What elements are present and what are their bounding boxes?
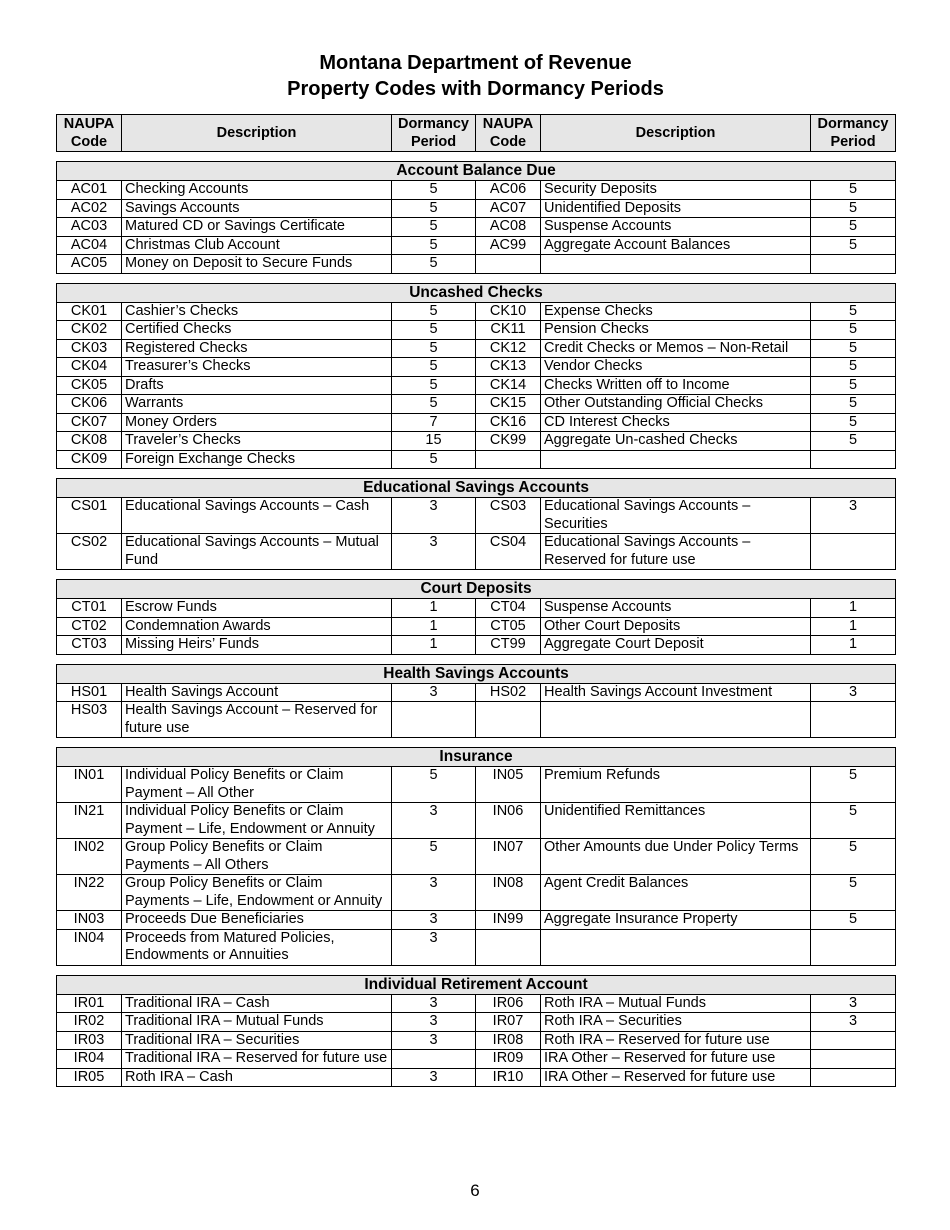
code-cell: CS03 xyxy=(476,498,541,534)
description-cell xyxy=(541,255,811,274)
code-cell: IN21 xyxy=(57,803,122,839)
section-title: Insurance xyxy=(57,748,896,767)
description-cell: Educational Savings Accounts – Reserved for future use xyxy=(541,534,811,570)
property-code-sections xyxy=(56,161,895,1087)
code-cell: IN07 xyxy=(476,839,541,875)
period-cell: 5 xyxy=(811,376,896,395)
description-cell: CD Interest Checks xyxy=(541,413,811,432)
section-title-row xyxy=(57,283,896,302)
section-table xyxy=(56,283,896,470)
period-cell: 5 xyxy=(811,395,896,414)
code-cell: AC08 xyxy=(476,218,541,237)
description-cell: Money on Deposit to Secure Funds xyxy=(122,255,392,274)
code-cell: IR04 xyxy=(57,1050,122,1069)
code-cell: AC07 xyxy=(476,199,541,218)
description-cell: Cashier’s Checks xyxy=(122,302,392,321)
table-row xyxy=(57,302,896,321)
period-cell: 5 xyxy=(811,236,896,255)
code-cell: IR09 xyxy=(476,1050,541,1069)
period-cell: 3 xyxy=(392,911,476,930)
period-cell xyxy=(392,1050,476,1069)
description-cell: Pension Checks xyxy=(541,321,811,340)
table-row xyxy=(57,994,896,1013)
code-cell: CK14 xyxy=(476,376,541,395)
period-cell xyxy=(392,702,476,738)
description-cell: Matured CD or Savings Certificate xyxy=(122,218,392,237)
code-cell: IR10 xyxy=(476,1068,541,1087)
description-cell: Educational Savings Accounts – Cash xyxy=(122,498,392,534)
section-table xyxy=(56,478,896,570)
description-cell: Expense Checks xyxy=(541,302,811,321)
code-cell xyxy=(476,929,541,965)
header-description-left: Description xyxy=(122,115,392,152)
description-cell: Suspense Accounts xyxy=(541,599,811,618)
code-cell: IR05 xyxy=(57,1068,122,1087)
document-title-line2: Property Codes with Dormancy Periods xyxy=(287,78,664,100)
description-cell: Other Amounts due Under Policy Terms xyxy=(541,839,811,875)
code-cell: CK12 xyxy=(476,339,541,358)
section-title: Individual Retirement Account xyxy=(57,975,896,994)
period-cell: 5 xyxy=(392,339,476,358)
period-cell: 3 xyxy=(811,1013,896,1032)
period-cell: 3 xyxy=(392,875,476,911)
code-cell xyxy=(476,450,541,469)
table-row xyxy=(57,236,896,255)
table-row xyxy=(57,450,896,469)
period-cell: 5 xyxy=(392,302,476,321)
code-cell: IR03 xyxy=(57,1031,122,1050)
description-cell: Unidentified Remittances xyxy=(541,803,811,839)
period-cell xyxy=(811,1068,896,1087)
table-row xyxy=(57,199,896,218)
code-cell: HS01 xyxy=(57,683,122,702)
description-cell: Checks Written off to Income xyxy=(541,376,811,395)
period-cell: 3 xyxy=(392,498,476,534)
code-cell: CT99 xyxy=(476,636,541,655)
table-row xyxy=(57,875,896,911)
code-cell: IR06 xyxy=(476,994,541,1013)
period-cell: 5 xyxy=(811,413,896,432)
description-cell: Certified Checks xyxy=(122,321,392,340)
column-header-row xyxy=(57,115,896,152)
period-cell: 5 xyxy=(811,875,896,911)
description-cell: Escrow Funds xyxy=(122,599,392,618)
code-cell: CT05 xyxy=(476,617,541,636)
period-cell: 5 xyxy=(392,450,476,469)
period-cell: 5 xyxy=(811,218,896,237)
period-cell: 3 xyxy=(392,929,476,965)
code-cell: AC02 xyxy=(57,199,122,218)
description-cell: Aggregate Account Balances xyxy=(541,236,811,255)
period-cell xyxy=(811,1050,896,1069)
section-uncashed-checks xyxy=(56,283,895,470)
code-cell: CS01 xyxy=(57,498,122,534)
period-cell: 5 xyxy=(811,911,896,930)
table-row xyxy=(57,1031,896,1050)
section-title-row xyxy=(57,975,896,994)
description-cell: Agent Credit Balances xyxy=(541,875,811,911)
period-cell: 5 xyxy=(392,218,476,237)
description-cell: Group Policy Benefits or Claim Payments – All Others xyxy=(122,839,392,875)
table-row xyxy=(57,1068,896,1087)
description-cell: Roth IRA – Reserved for future use xyxy=(541,1031,811,1050)
table-row xyxy=(57,498,896,534)
period-cell: 3 xyxy=(392,803,476,839)
code-cell: CT01 xyxy=(57,599,122,618)
section-insurance xyxy=(56,747,895,966)
section-table xyxy=(56,664,896,739)
description-cell: Health Savings Account xyxy=(122,683,392,702)
description-cell: IRA Other – Reserved for future use xyxy=(541,1068,811,1087)
document-page xyxy=(56,50,895,1087)
section-court-deposits xyxy=(56,579,895,655)
period-cell: 3 xyxy=(392,683,476,702)
section-table xyxy=(56,161,896,274)
code-cell: CK05 xyxy=(57,376,122,395)
description-cell: Savings Accounts xyxy=(122,199,392,218)
period-cell: 15 xyxy=(392,432,476,451)
column-header-table xyxy=(56,114,896,152)
description-cell: Traveler’s Checks xyxy=(122,432,392,451)
section-table xyxy=(56,975,896,1088)
description-cell: Traditional IRA – Mutual Funds xyxy=(122,1013,392,1032)
period-cell: 3 xyxy=(392,994,476,1013)
description-cell: Drafts xyxy=(122,376,392,395)
section-title-row xyxy=(57,748,896,767)
table-row xyxy=(57,599,896,618)
period-cell: 1 xyxy=(811,617,896,636)
description-cell: Health Savings Account – Reserved for future use xyxy=(122,702,392,738)
description-cell: Traditional IRA – Reserved for future use xyxy=(122,1050,392,1069)
description-cell: Treasurer’s Checks xyxy=(122,358,392,377)
section-account-balance-due xyxy=(56,161,895,274)
header-code-right: NAUPA Code xyxy=(476,115,541,152)
description-cell: Educational Savings Accounts – Securities xyxy=(541,498,811,534)
period-cell xyxy=(811,534,896,570)
code-cell: CT02 xyxy=(57,617,122,636)
period-cell xyxy=(811,702,896,738)
description-cell xyxy=(541,702,811,738)
description-cell: Vendor Checks xyxy=(541,358,811,377)
table-row xyxy=(57,683,896,702)
period-cell: 3 xyxy=(392,1031,476,1050)
description-cell: Educational Savings Accounts – Mutual Fund xyxy=(122,534,392,570)
description-cell: Christmas Club Account xyxy=(122,236,392,255)
period-cell: 5 xyxy=(392,321,476,340)
section-title: Health Savings Accounts xyxy=(57,664,896,683)
section-title: Uncashed Checks xyxy=(57,283,896,302)
description-cell: Individual Policy Benefits or Claim Payment – All Other xyxy=(122,767,392,803)
period-cell: 5 xyxy=(392,255,476,274)
table-row xyxy=(57,413,896,432)
section-individual-retirement-account xyxy=(56,975,895,1088)
table-row xyxy=(57,839,896,875)
description-cell: Health Savings Account Investment xyxy=(541,683,811,702)
table-row xyxy=(57,702,896,738)
description-cell: Aggregate Insurance Property xyxy=(541,911,811,930)
description-cell: Roth IRA – Mutual Funds xyxy=(541,994,811,1013)
period-cell: 5 xyxy=(811,803,896,839)
period-cell: 3 xyxy=(811,498,896,534)
code-cell xyxy=(476,702,541,738)
period-cell: 5 xyxy=(392,199,476,218)
code-cell: CK11 xyxy=(476,321,541,340)
table-row xyxy=(57,929,896,965)
description-cell xyxy=(541,450,811,469)
period-cell: 1 xyxy=(811,599,896,618)
table-row xyxy=(57,534,896,570)
period-cell: 5 xyxy=(392,376,476,395)
period-cell: 5 xyxy=(392,767,476,803)
description-cell: Group Policy Benefits or Claim Payments – Life, Endowment or Annuity xyxy=(122,875,392,911)
period-cell: 3 xyxy=(392,1068,476,1087)
description-cell: Checking Accounts xyxy=(122,181,392,200)
table-row xyxy=(57,1013,896,1032)
period-cell xyxy=(811,929,896,965)
table-row xyxy=(57,911,896,930)
description-cell: Individual Policy Benefits or Claim Payment – Life, Endowment or Annuity xyxy=(122,803,392,839)
description-cell: Warrants xyxy=(122,395,392,414)
table-row xyxy=(57,376,896,395)
page-number: 6 xyxy=(470,1181,480,1200)
period-cell: 3 xyxy=(811,994,896,1013)
code-cell xyxy=(476,255,541,274)
code-cell: IR02 xyxy=(57,1013,122,1032)
code-cell: IN08 xyxy=(476,875,541,911)
table-row xyxy=(57,395,896,414)
header-period-left: Dormancy Period xyxy=(392,115,476,152)
header-code-left: NAUPA Code xyxy=(57,115,122,152)
code-cell: IN05 xyxy=(476,767,541,803)
section-health-savings-accounts xyxy=(56,664,895,739)
code-cell: CS02 xyxy=(57,534,122,570)
description-cell: Registered Checks xyxy=(122,339,392,358)
section-title-row xyxy=(57,664,896,683)
period-cell xyxy=(811,255,896,274)
section-educational-savings-accounts xyxy=(56,478,895,570)
description-cell: Credit Checks or Memos – Non-Retail xyxy=(541,339,811,358)
table-row xyxy=(57,636,896,655)
description-cell: Security Deposits xyxy=(541,181,811,200)
code-cell: CK10 xyxy=(476,302,541,321)
code-cell: IN04 xyxy=(57,929,122,965)
table-row xyxy=(57,181,896,200)
description-cell: Roth IRA – Cash xyxy=(122,1068,392,1087)
code-cell: CK06 xyxy=(57,395,122,414)
table-row xyxy=(57,803,896,839)
code-cell: AC03 xyxy=(57,218,122,237)
code-cell: IN01 xyxy=(57,767,122,803)
description-cell: Money Orders xyxy=(122,413,392,432)
description-cell: Missing Heirs’ Funds xyxy=(122,636,392,655)
description-cell: Traditional IRA – Cash xyxy=(122,994,392,1013)
period-cell: 5 xyxy=(811,321,896,340)
description-cell: Condemnation Awards xyxy=(122,617,392,636)
description-cell: Traditional IRA – Securities xyxy=(122,1031,392,1050)
description-cell xyxy=(541,929,811,965)
code-cell: HS02 xyxy=(476,683,541,702)
code-cell: IN03 xyxy=(57,911,122,930)
code-cell: CS04 xyxy=(476,534,541,570)
code-cell: CK03 xyxy=(57,339,122,358)
period-cell: 5 xyxy=(392,395,476,414)
table-row xyxy=(57,1050,896,1069)
code-cell: CK09 xyxy=(57,450,122,469)
code-cell: AC04 xyxy=(57,236,122,255)
period-cell: 3 xyxy=(392,1013,476,1032)
code-cell: CK99 xyxy=(476,432,541,451)
description-cell: Foreign Exchange Checks xyxy=(122,450,392,469)
period-cell: 5 xyxy=(392,236,476,255)
table-row xyxy=(57,321,896,340)
code-cell: CK13 xyxy=(476,358,541,377)
table-row xyxy=(57,339,896,358)
period-cell: 3 xyxy=(392,534,476,570)
description-cell: Proceeds from Matured Policies, Endowments or Annuities xyxy=(122,929,392,965)
section-table xyxy=(56,747,896,966)
code-cell: CK07 xyxy=(57,413,122,432)
code-cell: CK02 xyxy=(57,321,122,340)
section-title: Educational Savings Accounts xyxy=(57,479,896,498)
code-cell: AC99 xyxy=(476,236,541,255)
section-title-row xyxy=(57,479,896,498)
period-cell: 5 xyxy=(392,181,476,200)
code-cell: CK08 xyxy=(57,432,122,451)
period-cell xyxy=(811,450,896,469)
period-cell: 5 xyxy=(811,339,896,358)
section-table xyxy=(56,579,896,655)
description-cell: IRA Other – Reserved for future use xyxy=(541,1050,811,1069)
period-cell: 5 xyxy=(392,839,476,875)
code-cell: IN99 xyxy=(476,911,541,930)
code-cell: IN06 xyxy=(476,803,541,839)
description-cell: Unidentified Deposits xyxy=(541,199,811,218)
table-row xyxy=(57,218,896,237)
header-description-right: Description xyxy=(541,115,811,152)
period-cell: 5 xyxy=(811,839,896,875)
section-title: Court Deposits xyxy=(57,580,896,599)
code-cell: CT03 xyxy=(57,636,122,655)
code-cell: CK16 xyxy=(476,413,541,432)
period-cell: 5 xyxy=(811,302,896,321)
code-cell: IR01 xyxy=(57,994,122,1013)
description-cell: Aggregate Un-cashed Checks xyxy=(541,432,811,451)
table-row xyxy=(57,767,896,803)
code-cell: CK15 xyxy=(476,395,541,414)
table-row xyxy=(57,432,896,451)
period-cell: 5 xyxy=(811,181,896,200)
period-cell: 1 xyxy=(811,636,896,655)
section-title-row xyxy=(57,580,896,599)
section-title: Account Balance Due xyxy=(57,162,896,181)
document-title-line1: Montana Department of Revenue xyxy=(319,52,632,74)
description-cell: Roth IRA – Securities xyxy=(541,1013,811,1032)
description-cell: Other Court Deposits xyxy=(541,617,811,636)
period-cell: 5 xyxy=(811,199,896,218)
period-cell: 1 xyxy=(392,599,476,618)
code-cell: AC05 xyxy=(57,255,122,274)
period-cell: 3 xyxy=(811,683,896,702)
period-cell: 5 xyxy=(811,358,896,377)
period-cell: 7 xyxy=(392,413,476,432)
period-cell: 1 xyxy=(392,617,476,636)
description-cell: Premium Refunds xyxy=(541,767,811,803)
table-row xyxy=(57,255,896,274)
period-cell: 5 xyxy=(392,358,476,377)
code-cell: CK01 xyxy=(57,302,122,321)
table-row xyxy=(57,617,896,636)
code-cell: HS03 xyxy=(57,702,122,738)
period-cell: 5 xyxy=(811,432,896,451)
code-cell: IN22 xyxy=(57,875,122,911)
period-cell: 5 xyxy=(811,767,896,803)
code-cell: AC01 xyxy=(57,181,122,200)
table-row xyxy=(57,358,896,377)
description-cell: Proceeds Due Beneficiaries xyxy=(122,911,392,930)
description-cell: Aggregate Court Deposit xyxy=(541,636,811,655)
code-cell: CK04 xyxy=(57,358,122,377)
code-cell: IR08 xyxy=(476,1031,541,1050)
code-cell: IR07 xyxy=(476,1013,541,1032)
section-title-row xyxy=(57,162,896,181)
header-period-right: Dormancy Period xyxy=(811,115,896,152)
description-cell: Suspense Accounts xyxy=(541,218,811,237)
code-cell: IN02 xyxy=(57,839,122,875)
code-cell: CT04 xyxy=(476,599,541,618)
period-cell: 1 xyxy=(392,636,476,655)
period-cell xyxy=(811,1031,896,1050)
code-cell: AC06 xyxy=(476,181,541,200)
description-cell: Other Outstanding Official Checks xyxy=(541,395,811,414)
